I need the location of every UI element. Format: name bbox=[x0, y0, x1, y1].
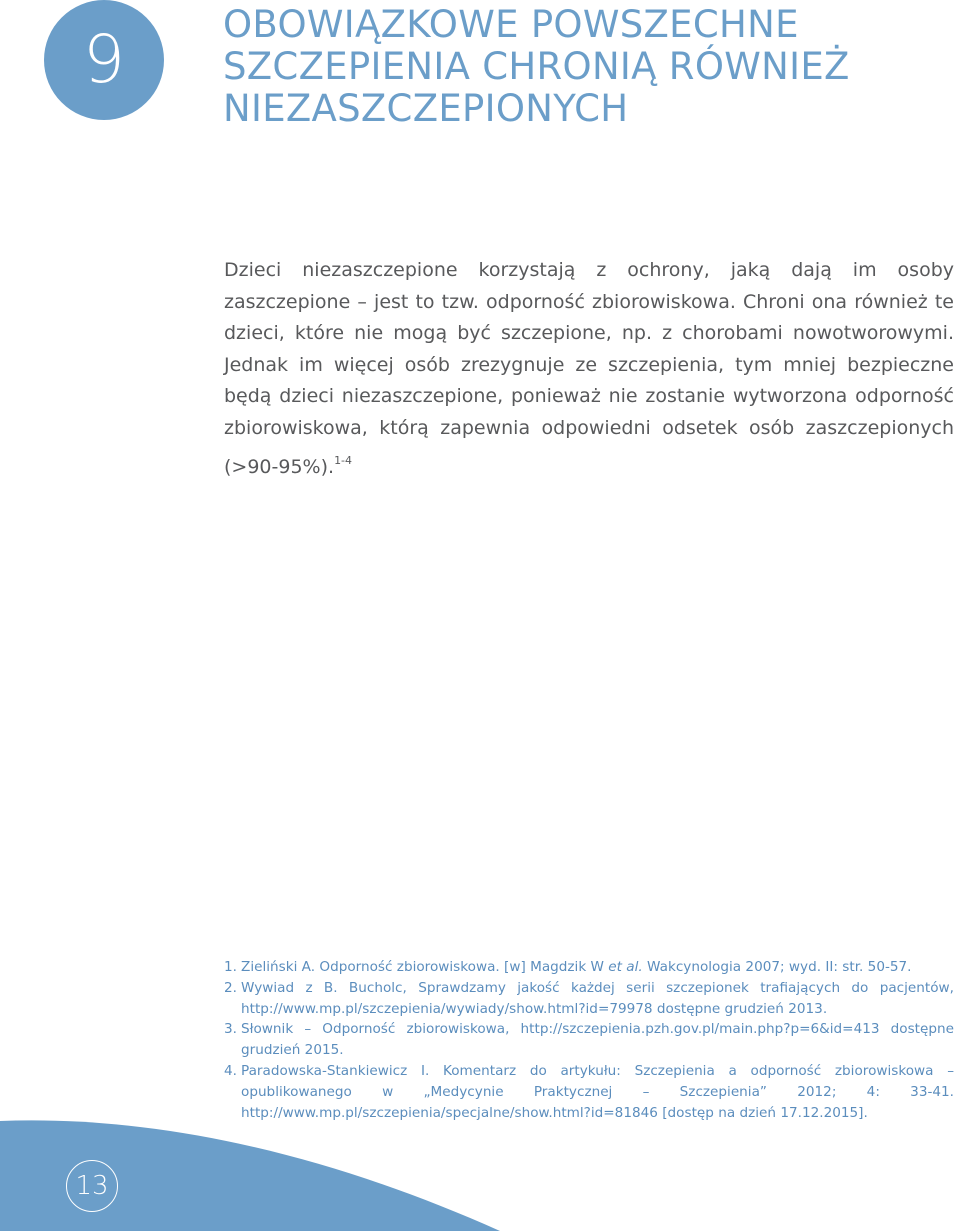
reference-item bbox=[224, 957, 954, 978]
section-number: 9 bbox=[83, 21, 125, 98]
reference-text: Słownik – Odporność zbiorowiskowa, http://szczepienia.pzh.gov.pl/main.php?p=6&id=413 dostępne grudzień 2015. bbox=[241, 1021, 954, 1059]
reference-number: 4. bbox=[224, 1062, 237, 1079]
page-title bbox=[223, 4, 923, 130]
section-number-badge bbox=[44, 0, 164, 120]
reference-text: Zieliński A. Odporność zbiorowiskowa. [w] Magdzik W bbox=[241, 959, 609, 975]
reference-number: 1. bbox=[224, 959, 237, 975]
reference-italic: et al. bbox=[608, 959, 643, 975]
reference-text: Wywiad z B. Bucholc, Sprawdzamy jakość każdej serii szczepionek trafiających do pacjentów, http://www.mp.pl/szczepienia/wywiady/show.html?id=79978 dostępne grudzień 2013. bbox=[241, 979, 954, 1017]
reference-number: 3. bbox=[224, 1021, 237, 1038]
reference-text: Paradowska-Stankiewicz I. Komentarz do artykułu: Szczepienia a odporność zbiorowiskowa – opublikowanego w „Medycynie Praktycznej – Szczepienia” 2012; 4: 33-41. http://www.mp.pl/szczepienia/specjalne/show.html?id=81846 [dostęp na dzień 17.12.2015]. bbox=[241, 1062, 954, 1121]
footer-wave bbox=[0, 1115, 960, 1231]
reference-number: 2. bbox=[224, 979, 237, 996]
body-paragraph-text: Dzieci niezaszczepione korzystają z ochrony, jaką dają im osoby zaszczepione – jest to tzw. odporność zbiorowiskowa. Chroni ona również te dzieci, które nie mogą być szczepione, np. z chorobami nowotworowymi. Jednak im więcej osób zrezygnuje ze szczepienia, tym mniej bezpieczne będą dzieci niezaszczepione, ponieważ nie zostanie wytworzona odporność zbiorowiskowa, którą zapewnia odpowiedni odsetek osób zaszczepionych (>90-95%). bbox=[224, 259, 954, 478]
body-paragraph bbox=[224, 255, 954, 483]
title-line: NIEZASZCZEPIONYCH bbox=[223, 87, 629, 130]
references-list bbox=[224, 957, 954, 1123]
page-number: 13 bbox=[75, 1171, 109, 1201]
citation-superscript: 1-4 bbox=[334, 453, 353, 467]
title-line: SZCZEPIENIA CHRONIĄ RÓWNIEŻ bbox=[223, 45, 850, 88]
reference-item bbox=[224, 1019, 954, 1061]
page-number-badge bbox=[66, 1160, 118, 1212]
reference-item bbox=[224, 978, 954, 1020]
title-line: OBOWIĄZKOWE POWSZECHNE bbox=[223, 3, 799, 46]
reference-text-end: Wakcynologia 2007; wyd. II: str. 50-57. bbox=[642, 959, 912, 975]
